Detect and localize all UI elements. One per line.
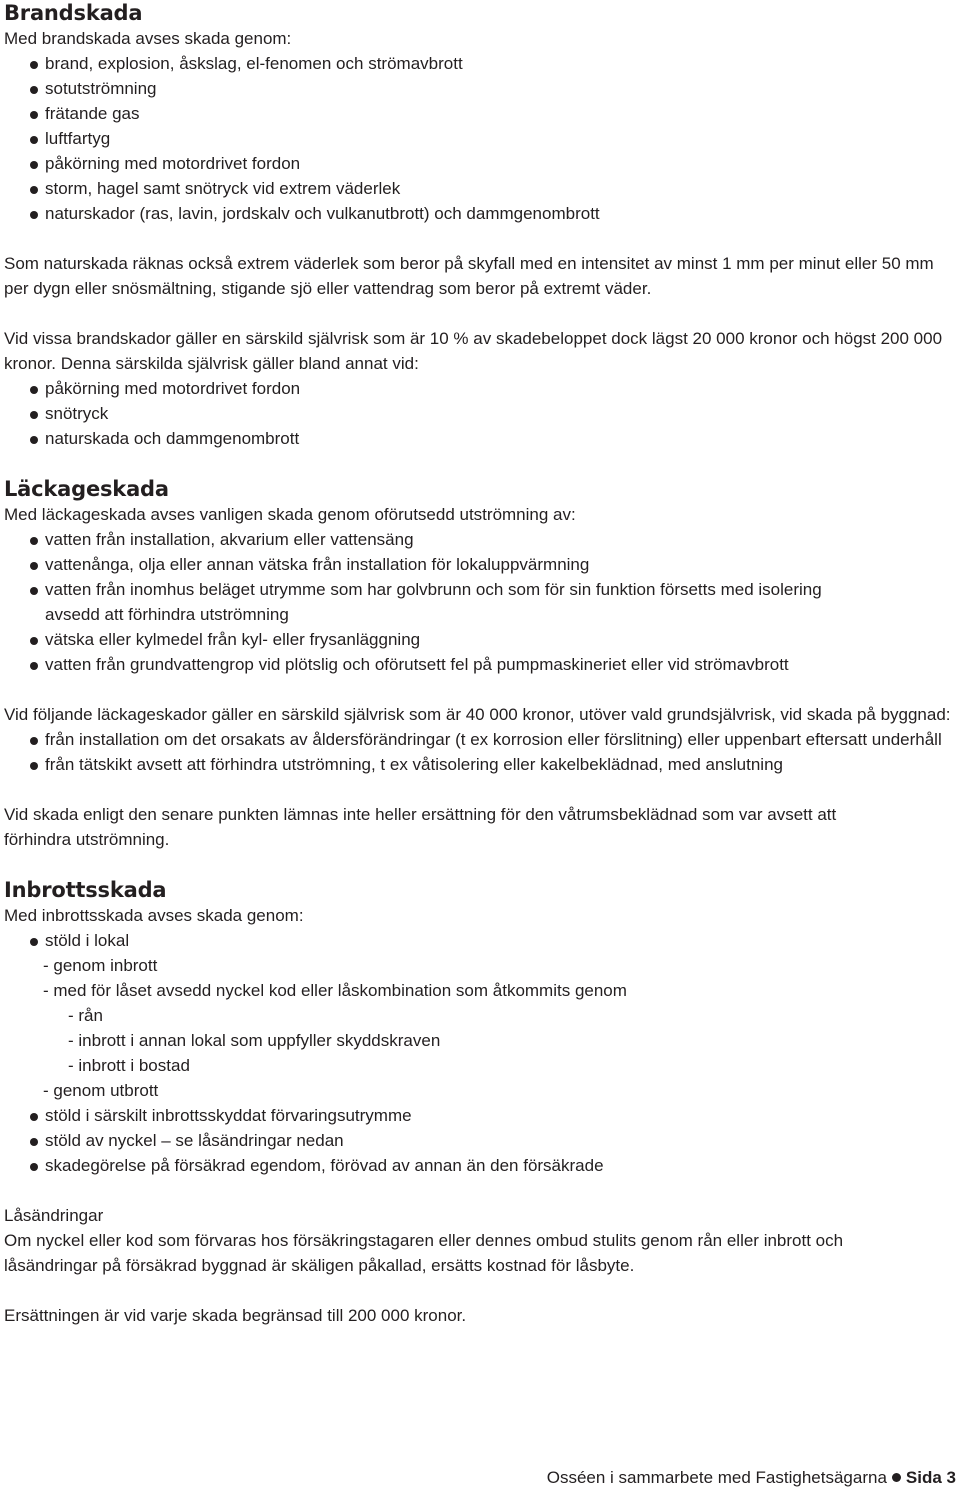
document-page [4, 0, 954, 1328]
list-item: vätska eller kylmedel från kyl- eller frysanläggning [4, 627, 954, 652]
list-item: vatten från inomhus beläget utrymme som har golvbrunn och som för sin funktion försetts med isolering avsedd att förhindra utströmning [4, 577, 954, 627]
list-item: skadegörelse på försäkrad egendom, förövad av annan än den försäkrade [4, 1153, 954, 1178]
sub-item: - genom utbrott [43, 1081, 159, 1100]
leak-paragraph-note: Vid skada enligt den senare punkten lämnas inte heller ersättning för den våtrumsbeklädnad som var avsett att förhindra utströmning. [4, 805, 837, 849]
heading-brandskada: Brandskada [4, 1, 143, 25]
sub-sub-item: - inbrott i bostad [68, 1056, 190, 1075]
sub-item: - genom inbrott [43, 956, 158, 975]
list-item: från installation om det orsakats av åldersförändringar (t ex korrosion eller förslitning) eller uppenbart eftersatt underhåll [4, 727, 954, 752]
lock-paragraph-limit: Ersättningen är vid varje skada begränsad till 200 000 kronor. [4, 1306, 467, 1325]
page-footer [547, 1466, 956, 1490]
burglary-list [4, 928, 954, 953]
leak-list [4, 527, 954, 677]
list-item: naturskada och dammgenombrott [4, 426, 954, 451]
sub-sub-item: - inbrott i annan lokal som uppfyller skyddskraven [68, 1031, 441, 1050]
list-item: från tätskikt avsett att förhindra utströmning, t ex våtisolering eller kakelbeklädnad, med anslutning [4, 752, 954, 777]
leak-list-2 [4, 727, 954, 777]
brand-paragraph-naturskada: Som naturskada räknas också extrem väderlek som beror på skyfall med en intensitet av minst 1 mm per minut eller 50 mm per dygn eller snösmältning, stigande sjö eller vattendrag som beror på extremt väder. [4, 254, 934, 298]
list-item: stöld av nyckel – se låsändringar nedan [4, 1128, 954, 1153]
leak-paragraph-sjalvrisk: Vid följande läckageskador gäller en särskild självrisk som är 40 000 kronor, utöver vald grundsjälvrisk, vid skada på byggnad: [4, 705, 951, 724]
brand-list-2 [4, 376, 954, 451]
bullet-icon [892, 1473, 901, 1482]
list-item: stöld i särskilt inbrottsskyddat förvaringsutrymme [4, 1103, 954, 1128]
heading-lasandringar: Låsändringar [4, 1206, 104, 1225]
list-item: vattenånga, olja eller annan vätska från installation för lokaluppvärmning [4, 552, 954, 577]
list-item: naturskador (ras, lavin, jordskalv och vulkanutbrott) och dammgenombrott [4, 201, 954, 226]
sub-sub-item: - rån [68, 1006, 103, 1025]
list-item: påkörning med motordrivet fordon [4, 376, 954, 401]
footer-text: Osséen i sammarbete med Fastighetsägarna [546, 1468, 887, 1487]
list-item: sotutströmning [4, 76, 954, 101]
leak-intro: Med läckageskada avses vanligen skada genom oförutsedd utströmning av: [4, 505, 576, 524]
brand-paragraph-sjalvrisk: Vid vissa brandskador gäller en särskild självrisk som är 10 % av skadebeloppet dock lägst 20 000 kronor och högst 200 000 kronor. Denna särskilda självrisk gäller bland annat vid: [4, 329, 943, 373]
list-item: vatten från installation, akvarium eller vattensäng [4, 527, 954, 552]
page-number: Sida 3 [905, 1468, 956, 1487]
sub-item: - med för låset avsedd nyckel kod eller låskombination som åtkommits genom [43, 981, 627, 1000]
heading-inbrottsskada: Inbrottsskada [4, 878, 167, 902]
brand-list [4, 51, 954, 226]
list-item: stöld i lokal [4, 928, 954, 953]
lock-paragraph: Om nyckel eller kod som förvaras hos försäkringstagaren eller dennes ombud stulits genom rån eller inbrott och låsändringar på försäkrad byggnad är skäligen påkallad, ersätts kostnad för låsbyte. [4, 1231, 844, 1275]
burglary-intro: Med inbrottsskada avses skada genom: [4, 906, 304, 925]
list-item: brand, explosion, åskslag, el-fenomen och strömavbrott [4, 51, 954, 76]
burglary-list-rest [4, 1103, 954, 1178]
brand-intro: Med brandskada avses skada genom: [4, 29, 292, 48]
list-item: snötryck [4, 401, 954, 426]
list-item: påkörning med motordrivet fordon [4, 151, 954, 176]
heading-lackageskada: Läckageskada [4, 477, 169, 501]
list-item: storm, hagel samt snötryck vid extrem väderlek [4, 176, 954, 201]
list-item: vatten från grundvattengrop vid plötslig och oförutsett fel på pumpmaskineriet eller vid strömavbrott [4, 652, 954, 677]
list-item: luftfartyg [4, 126, 954, 151]
list-item: frätande gas [4, 101, 954, 126]
